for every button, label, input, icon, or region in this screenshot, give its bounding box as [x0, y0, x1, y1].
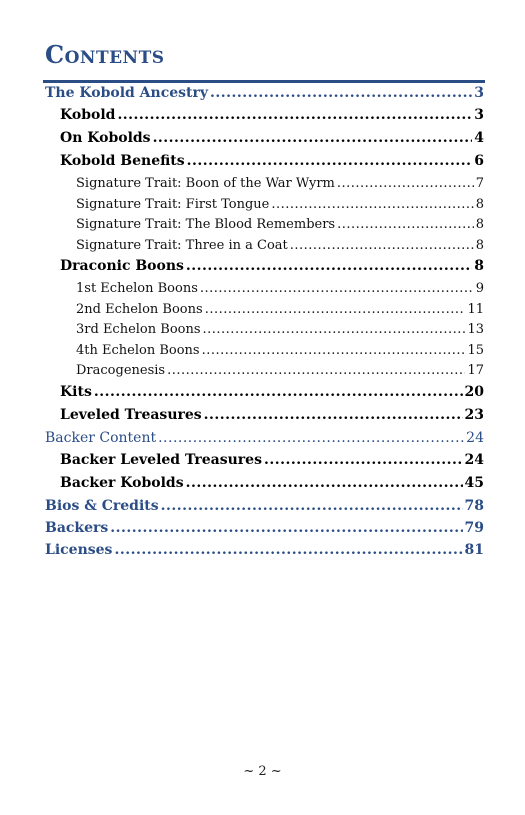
toc-leader-dots	[205, 302, 466, 317]
toc-leader-dots	[200, 281, 474, 296]
toc-entry-dracogenesis[interactable]	[45, 363, 484, 384]
toc-entry-4th-echelon-boons[interactable]	[45, 343, 484, 364]
toc-entry-label: Bios & Credits	[45, 497, 159, 514]
toc-entry-page: 9	[475, 281, 484, 296]
toc-entry-page: 8	[475, 196, 484, 212]
toc-entry-page: 6	[474, 153, 484, 169]
toc-entry-label: Signature Trait: Three in a Coat	[76, 237, 288, 253]
toc-entry-label: 3rd Echelon Boons	[76, 322, 201, 337]
toc-entry-page: 23	[464, 406, 484, 423]
toc-entry-page: 79	[464, 519, 484, 536]
toc-entry-backer-content[interactable]	[45, 430, 484, 452]
page-number-footer: ~ 2 ~	[243, 764, 282, 779]
toc-entry-the-blood-remembers[interactable]	[45, 217, 484, 238]
toc-leader-dots	[186, 475, 463, 491]
toc-entry-page: 20	[464, 383, 484, 400]
toc-entry-on-kobolds[interactable]	[45, 130, 484, 153]
toc-entry-label: Backers	[45, 519, 109, 536]
toc-entry-page: 81	[464, 541, 484, 558]
toc-entry-label: 4th Echelon Boons	[76, 342, 200, 358]
toc-entry-kits[interactable]	[45, 384, 484, 407]
toc-entry-page: 78	[464, 497, 484, 514]
toc-leader-dots	[290, 238, 474, 253]
toc-entry-label: Signature Trait: The Blood Remembers	[76, 217, 336, 232]
toc-entry-label: Backer Kobolds	[60, 474, 184, 491]
toc-entry-label: Draconic Boons	[60, 258, 184, 274]
toc-entry-licenses[interactable]	[45, 542, 484, 564]
toc-entry-draconic-boons[interactable]	[45, 258, 484, 281]
toc-entry-backer-kobolds[interactable]	[45, 475, 484, 498]
toc-entry-bios-credits[interactable]	[45, 498, 484, 520]
toc-entry-page: 4	[474, 130, 484, 146]
toc-entry-page: 15	[467, 342, 484, 358]
toc-leader-dots	[203, 322, 466, 337]
toc-entry-page: 3	[474, 107, 484, 123]
title-rule	[43, 80, 485, 83]
toc-entry-page: 24	[466, 429, 484, 446]
toc-entry-page: 11	[467, 301, 484, 317]
toc-leader-dots	[337, 217, 474, 232]
toc-leader-dots	[204, 407, 463, 423]
toc-leader-dots	[337, 176, 474, 191]
toc-entry-label: Dracogenesis	[76, 363, 166, 378]
toc-entry-label: Kits	[60, 383, 92, 400]
toc-entry-page: 8	[474, 258, 484, 274]
toc-entry-label: 1st Echelon Boons	[76, 281, 198, 296]
toc-entry-3rd-echelon-boons[interactable]	[45, 322, 484, 343]
toc-entry-label: Backer Leveled Treasures	[60, 451, 262, 468]
toc-entry-page: 45	[464, 474, 484, 491]
toc-entry-three-in-a-coat[interactable]	[45, 238, 484, 259]
toc-entry-kobold-benefits[interactable]	[45, 153, 484, 176]
toc-entry-label: 2nd Echelon Boons	[76, 301, 203, 317]
toc-leader-dots	[161, 498, 463, 514]
toc-entry-the-kobold-ancestry[interactable]	[45, 85, 484, 107]
toc-entry-boon-of-the-war-wyrm[interactable]	[45, 176, 484, 197]
toc-entry-page: 8	[475, 237, 484, 253]
table-of-contents	[45, 85, 484, 564]
toc-entry-label: On Kobolds	[60, 130, 151, 146]
toc-leader-dots	[210, 85, 472, 101]
toc-leader-dots	[114, 542, 462, 558]
page-title: Contents	[45, 40, 165, 69]
toc-entry-label: Kobold	[60, 107, 116, 123]
toc-leader-dots	[271, 197, 473, 212]
toc-entry-page: 17	[467, 363, 484, 378]
toc-leader-dots	[110, 520, 462, 536]
toc-entry-page: 8	[475, 217, 484, 232]
toc-entry-1st-echelon-boons[interactable]	[45, 281, 484, 302]
toc-leader-dots	[94, 384, 463, 400]
toc-leader-dots	[264, 452, 463, 468]
toc-entry-label: Licenses	[45, 541, 113, 558]
toc-leader-dots	[202, 343, 466, 358]
toc-entry-first-tongue[interactable]	[45, 197, 484, 218]
toc-entry-label: Signature Trait: Boon of the War Wyrm	[76, 176, 335, 191]
toc-entry-2nd-echelon-boons[interactable]	[45, 302, 484, 323]
toc-leader-dots	[158, 430, 464, 446]
toc-entry-backers[interactable]	[45, 520, 484, 542]
toc-entry-page: 13	[467, 322, 484, 337]
toc-entry-label: Leveled Treasures	[60, 406, 202, 423]
toc-leader-dots	[167, 363, 465, 378]
toc-leader-dots	[117, 107, 472, 123]
toc-entry-label: Backer Content	[45, 429, 157, 446]
toc-leader-dots	[186, 258, 472, 274]
toc-entry-page: 3	[474, 85, 484, 101]
toc-entry-label: The Kobold Ancestry	[45, 85, 209, 101]
toc-entry-backer-leveled-treasures[interactable]	[45, 452, 484, 475]
toc-entry-kobold[interactable]	[45, 107, 484, 130]
toc-entry-page: 24	[464, 451, 484, 468]
toc-leader-dots	[153, 130, 473, 146]
toc-entry-label: Kobold Benefits	[60, 153, 185, 169]
toc-entry-leveled-treasures[interactable]	[45, 407, 484, 430]
toc-entry-label: Signature Trait: First Tongue	[76, 196, 270, 212]
toc-entry-page: 7	[475, 176, 484, 191]
toc-leader-dots	[187, 153, 473, 169]
